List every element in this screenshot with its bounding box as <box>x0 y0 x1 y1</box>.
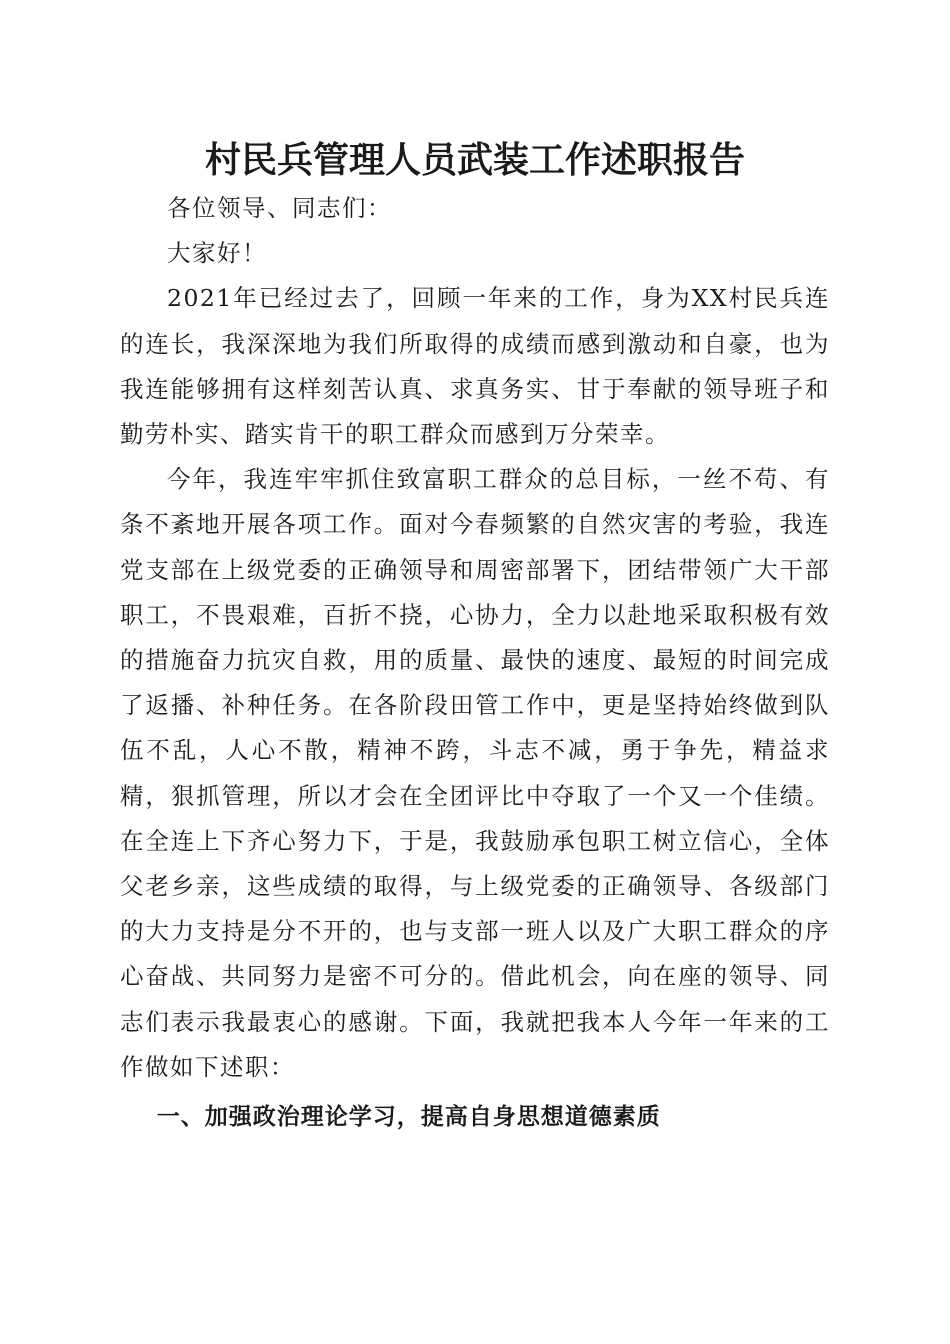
greeting: 大家好！ <box>167 239 267 268</box>
salutation: 各位领导、同志们： <box>167 194 392 222</box>
paragraph-1: 2021年已经过去了，回顾一年来的工作，身为XX村民兵连的连长，我深深地为我们所取得的成绩而感到激动和自豪，也为我连能够拥有这样刻苦认真、求真务实、甘于奉献的领导班子和勤劳朴实、踏实肯干的职工群众而感到万分荣幸。 <box>120 284 830 449</box>
document-body <box>120 186 830 1140</box>
document-title: 村民兵管理人员武装工作述职报告 <box>204 139 745 181</box>
paragraph-2: 今年，我连牢牢抓住致富职工群众的总目标，一丝不苟、有条不紊地开展各项工作。面对今春频繁的自然灾害的考验，我连党支部在上级党委的正确领导和周密部署下，团结带领广大干部职工，不畏艰难，百折不挠，心协力，全力以赴地采取积极有效的措施奋力抗灾自救，用的质量、最快的速度、最短的时间完成了返播、补种任务。在各阶段田管工作中，更是坚持始终做到队伍不乱，人心不散，精神不跨，斗志不减，勇于争先，精益求精，狠抓管理，所以才会在全团评比中夺取了一个又一个佳绩。在全连上下齐心努力下，于是，我鼓励承包职工树立信心，全体父老乡亲，这些成绩的取得，与上级党委的正确领导、各级部门的大力支持是分不开的，也与支部一班人以及广大职工群众的序心奋战、共同努力是密不可分的。借此机会，向在座的领导、同志们表示我最衷心的感谢。下面，我就把我本人今年一年来的工作做如下述职： <box>120 465 830 1081</box>
section-heading: 一、加强政治理论学习，提高自身思想道德素质 <box>156 1104 661 1131</box>
